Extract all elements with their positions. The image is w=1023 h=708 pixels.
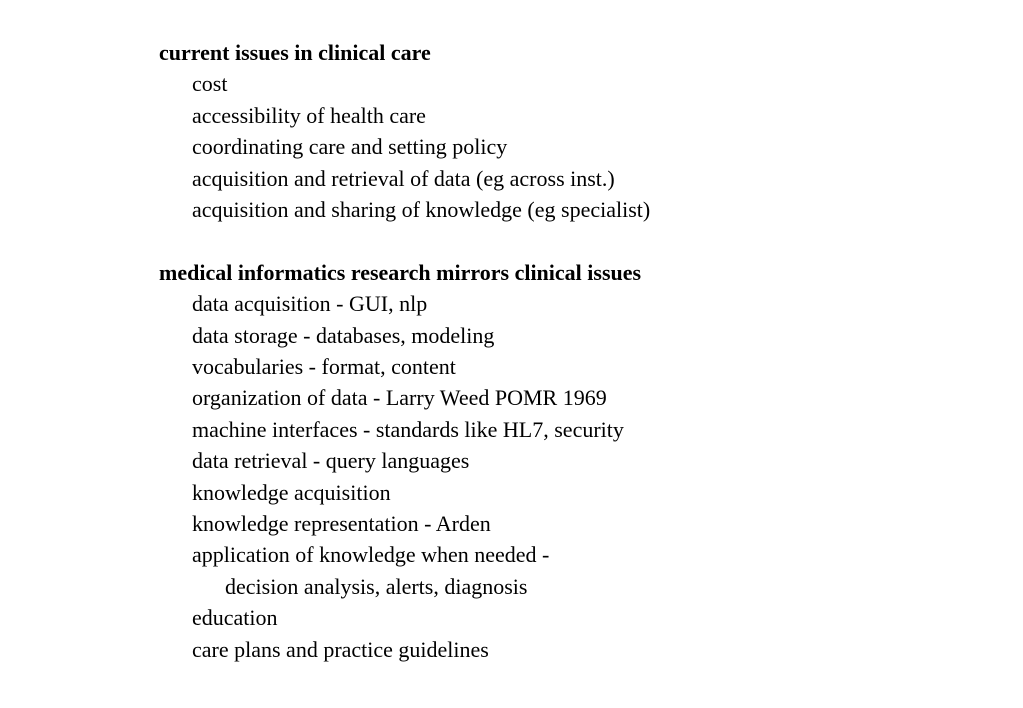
list-item: knowledge representation - Arden [192,511,491,537]
list-item: acquisition and sharing of knowledge (eg specialist) [192,197,651,223]
list-subitem: decision analysis, alerts, diagnosis [225,573,528,599]
section-heading: current issues in clinical care [159,40,431,65]
list-item: data acquisition - GUI, nlp [192,291,428,317]
list-item: application of knowledge when needed - [192,542,550,568]
section-heading: medical informatics research mirrors clinical issues [159,259,642,285]
slide-body [159,37,979,665]
list-item: data storage - databases, modeling [192,322,495,348]
list-item: acquisition and retrieval of data (eg across inst.) [192,165,615,191]
list-item: data retrieval - query languages [192,448,470,474]
list-item: education [192,605,278,631]
list-item: care plans and practice guidelines [192,636,489,662]
list-item: cost [192,71,228,97]
list-item: accessibility of health care [192,102,426,128]
list-item: coordinating care and setting policy [192,134,508,160]
list-item: organization of data - Larry Weed POMR 1969 [192,385,607,411]
list-item: vocabularies - format, content [192,354,456,380]
list-item: machine interfaces - standards like HL7, security [192,416,624,442]
list-item: knowledge acquisition [192,479,391,505]
section-research [159,257,979,665]
section-current-issues [159,37,979,225]
